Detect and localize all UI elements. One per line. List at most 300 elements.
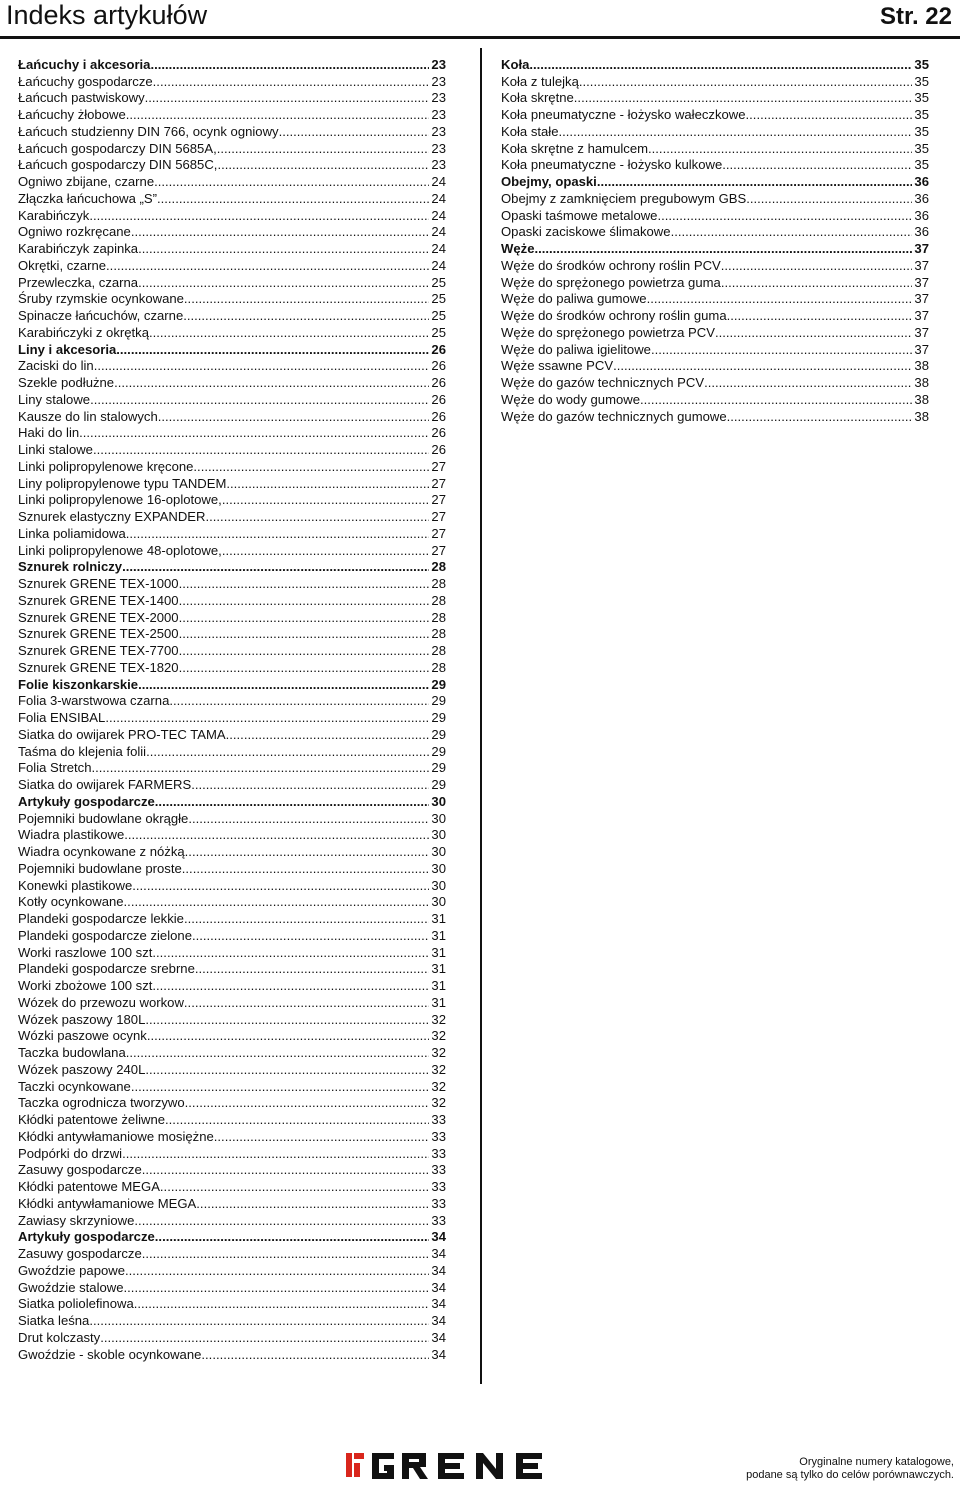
index-entry-label: Sznurek GRENE TEX-1000 [18, 576, 179, 591]
index-entry-label: Karabińczyk [18, 207, 90, 223]
index-entry [501, 157, 929, 174]
index-entry-page: 37 [914, 274, 929, 290]
dot-leader [222, 492, 430, 508]
index-entry-page: 36 [914, 174, 929, 189]
index-entry-page: 23 [431, 56, 446, 72]
index-entry-page: 29 [431, 777, 446, 792]
index-entry-label: Taczki ocynkowane [18, 1078, 131, 1094]
index-entry-page: 35 [914, 123, 929, 139]
index-entry [501, 73, 929, 90]
index-entry-page: 23 [431, 73, 446, 89]
index-entry-page: 26 [431, 375, 446, 390]
footer-note [746, 1456, 954, 1482]
index-entry [18, 140, 446, 157]
index-entry [18, 475, 446, 492]
index-entry [18, 257, 446, 274]
index-entry-page: 38 [914, 408, 929, 424]
index-entry [501, 190, 929, 207]
dot-leader [93, 442, 429, 458]
dot-leader [142, 1246, 430, 1262]
dot-leader [89, 208, 429, 224]
index-entry-page: 27 [431, 458, 446, 474]
dot-leader [183, 308, 429, 324]
index-entry-page: 23 [431, 107, 446, 122]
index-entry-page: 35 [914, 73, 929, 89]
index-entry-label: Węże do środków ochrony roślin PCV [501, 257, 721, 273]
dot-leader [185, 844, 430, 860]
index-entry-label: Koła pneumatyczne - łożysko wałeczkowe [501, 107, 746, 122]
dot-leader [279, 124, 430, 140]
index-entry-page: 35 [914, 107, 929, 122]
index-entry [18, 492, 446, 509]
dot-leader [92, 760, 430, 776]
page-footer [0, 1440, 960, 1487]
index-entry-page: 29 [431, 726, 446, 742]
index-entry-label: Zaciski do lin [18, 358, 94, 374]
index-entry [18, 843, 446, 860]
index-entry [501, 291, 929, 308]
index-entry [18, 575, 446, 592]
index-entry-label: Liny polipropylenowe typu TANDEM [18, 475, 227, 491]
index-entry-label: Gwoździe papowe [18, 1262, 125, 1278]
index-entry-page: 30 [431, 894, 446, 910]
index-entry-page: 33 [431, 1212, 446, 1228]
index-entry [18, 977, 446, 994]
index-entry [18, 73, 446, 90]
dot-leader [648, 141, 912, 157]
dot-leader [105, 710, 429, 726]
index-entry-label: Węże do gazów technicznych gumowe [501, 408, 727, 424]
dot-leader [196, 1196, 429, 1212]
dot-leader [132, 878, 429, 894]
index-entry-label: Sznurek GRENE TEX-1400 [18, 592, 179, 608]
index-entry-page: 37 [914, 291, 929, 307]
dot-leader [122, 559, 429, 575]
index-entry-label: Zawiasy skrzyniowe [18, 1212, 135, 1228]
index-entry [18, 1195, 446, 1212]
index-entry-label: Zasuwy gospodarcze [18, 1246, 142, 1261]
index-entry-label: Opaski zaciskowe ślimakowe [501, 224, 671, 240]
index-entry-page: 34 [431, 1346, 446, 1362]
index-section-heading [18, 793, 446, 810]
index-entry [18, 927, 446, 944]
dot-leader [193, 459, 429, 475]
index-entry [501, 341, 929, 358]
dot-leader [722, 157, 912, 173]
index-entry-label: Łańcuch gospodarczy DIN 5685C, [18, 157, 218, 173]
index-entry-page: 31 [431, 944, 446, 960]
index-entry-page: 23 [431, 90, 446, 106]
index-entry-page: 34 [431, 1246, 446, 1261]
dot-leader [746, 191, 912, 207]
index-entry-page: 28 [431, 659, 446, 675]
dot-leader [179, 660, 430, 676]
dot-leader [155, 794, 430, 810]
index-entry-label: Ogniwo rozkręcane [18, 224, 131, 240]
dot-leader [138, 241, 429, 257]
index-column-left [18, 56, 446, 1363]
dot-leader [100, 1330, 429, 1346]
index-entry-page: 28 [431, 592, 446, 608]
dot-leader [134, 1296, 430, 1312]
dot-leader [746, 107, 913, 123]
index-entry [18, 810, 446, 827]
index-entry [18, 1011, 446, 1028]
index-entry-label: Okrętki, czarne [18, 257, 107, 273]
dot-leader [153, 74, 430, 90]
index-entry [18, 1262, 446, 1279]
index-column-right [501, 56, 929, 425]
index-entry [18, 224, 446, 241]
index-entry-label: Taśma do klejenia folii [18, 743, 147, 759]
index-section-heading [18, 56, 446, 73]
index-entry [18, 324, 446, 341]
dot-leader [158, 409, 430, 425]
dot-leader [131, 1079, 430, 1095]
index-entry-page: 24 [431, 190, 446, 206]
dot-leader [214, 1129, 430, 1145]
dot-leader [184, 911, 429, 927]
dot-leader [640, 392, 912, 408]
index-entry [18, 425, 446, 442]
index-entry-page: 36 [914, 207, 929, 223]
index-entry-label: Koła skrętne [501, 90, 574, 106]
dot-leader [671, 224, 913, 240]
index-entry-label: Folia ENSIBAL [18, 710, 106, 725]
grene-logo [346, 1451, 614, 1481]
index-entry-label: Artykuły gospodarcze [18, 793, 155, 809]
index-entry-page: 23 [431, 157, 446, 173]
index-entry-label: Linki stalowe [18, 442, 93, 457]
index-entry [18, 508, 446, 525]
index-entry-label: Węże do gazów technicznych PCV [501, 375, 705, 390]
index-entry [501, 274, 929, 291]
index-entry-page: 34 [431, 1313, 446, 1328]
index-entry [18, 626, 446, 643]
index-entry [18, 726, 446, 743]
index-entry-page: 34 [431, 1229, 446, 1245]
index-entry-label: Wiadra ocynkowane z nóżką [18, 844, 185, 859]
dot-leader [184, 995, 430, 1011]
index-entry [18, 693, 446, 710]
index-entry [18, 961, 446, 978]
index-entry-label: Zasuwy gospodarcze [18, 1162, 142, 1178]
index-entry-page: 24 [431, 224, 446, 240]
index-entry-page: 28 [431, 626, 446, 642]
index-entry-label: Kłódki antywłamaniowe MEGA [18, 1195, 197, 1211]
index-entry [18, 123, 446, 140]
index-entry-page: 33 [431, 1128, 446, 1144]
index-entry-label: Liny stalowe [18, 391, 91, 407]
index-entry-page: 26 [431, 442, 446, 457]
index-entry-page: 28 [431, 609, 446, 625]
index-entry [18, 1346, 446, 1363]
index-entry-label: Taczka ogrodnicza tworzywo [18, 1095, 185, 1111]
index-entry-page: 35 [914, 56, 929, 72]
index-entry [501, 106, 929, 123]
index-section-heading [18, 1229, 446, 1246]
index-entry-page: 26 [431, 391, 446, 407]
index-entry [501, 358, 929, 375]
index-entry [501, 324, 929, 341]
index-entry-page: 31 [431, 978, 446, 993]
index-entry-label: Drut kolczasty [18, 1329, 101, 1345]
dot-leader [145, 1062, 429, 1078]
dot-leader [116, 342, 429, 358]
index-entry-page: 30 [431, 877, 446, 893]
dot-leader [574, 90, 913, 106]
index-entry-page: 37 [914, 308, 929, 323]
index-entry-page: 25 [431, 308, 446, 323]
index-entry-label: Siatka poliolefinowa [18, 1296, 134, 1312]
index-entry [18, 458, 446, 475]
index-entry-label: Plandeki gospodarcze zielone [18, 927, 192, 943]
index-section-heading [18, 559, 446, 576]
index-entry-page: 31 [431, 927, 446, 943]
index-entry-label: Gwoździe stalowe [18, 1279, 124, 1295]
dot-leader [154, 174, 429, 190]
index-entry-label: Siatka do owijarek FARMERS [18, 777, 192, 792]
index-entry-page: 31 [431, 994, 446, 1010]
footer-note-line-1: Oryginalne numery katalogowe, [799, 1456, 954, 1468]
index-entry-label: Folie kiszonkarskie [18, 676, 139, 692]
index-entry-label: Węże do paliwa gumowe [501, 291, 647, 307]
index-entry-label: Koła stałe [501, 123, 559, 139]
dot-leader [150, 57, 429, 73]
index-entry-page: 33 [431, 1162, 446, 1178]
index-entry-label: Plandeki gospodarcze srebrne [18, 961, 195, 977]
index-entry [18, 1296, 446, 1313]
index-entry-page: 32 [431, 1061, 446, 1077]
dot-leader [152, 945, 429, 961]
index-entry-label: Artykuły gospodarcze [18, 1229, 155, 1245]
index-entry [18, 1044, 446, 1061]
index-entry-page: 24 [431, 207, 446, 223]
index-entry-page: 26 [431, 341, 446, 357]
dot-leader [122, 1146, 429, 1162]
index-entry-label: Kłódki antywłamaniowe mosiężne [18, 1128, 214, 1144]
index-entry-page: 38 [914, 358, 929, 374]
index-entry [18, 1095, 446, 1112]
index-entry [18, 1178, 446, 1195]
index-entry-label: Sznurek GRENE TEX-7700 [18, 643, 179, 658]
index-entry-label: Wózek paszowy 240L [18, 1061, 146, 1077]
index-entry-page: 36 [914, 190, 929, 206]
index-entry-label: Linki polipropylenowe 48-oplotowe, [18, 542, 222, 558]
grene-logo-graphic [346, 1451, 614, 1481]
index-entry-page: 27 [431, 475, 446, 491]
index-section-heading [18, 341, 446, 358]
index-entry-page: 38 [914, 391, 929, 407]
index-entry-label: Opaski taśmowe metalowe [501, 207, 658, 223]
index-section-heading [18, 676, 446, 693]
index-entry-label: Liny i akcesoria [18, 341, 117, 357]
index-entry [18, 592, 446, 609]
index-section-heading [501, 173, 929, 190]
index-entry-page: 26 [431, 425, 446, 441]
dot-leader [146, 744, 429, 760]
dot-leader [94, 358, 430, 374]
index-entry-label: Wózek do przewozu workow [18, 994, 184, 1010]
index-entry-page: 27 [431, 525, 446, 541]
index-entry-page: 32 [431, 1028, 446, 1044]
dot-leader [179, 626, 430, 642]
index-entry-page: 32 [431, 1078, 446, 1094]
dot-leader [145, 90, 430, 106]
index-entry-page: 33 [431, 1195, 446, 1211]
index-entry-label: Łańcuch pastwiskowy [18, 90, 145, 106]
index-entry-page: 31 [431, 961, 446, 977]
index-entry [501, 224, 929, 241]
dot-leader [715, 325, 912, 341]
index-entry-label: Złączka łańcuchowa „S” [18, 190, 157, 206]
index-entry-page: 24 [431, 257, 446, 273]
index-entry [18, 391, 446, 408]
dot-leader [79, 425, 429, 441]
index-entry-label: Siatka leśna [18, 1313, 90, 1328]
index-entry [501, 374, 929, 391]
index-entry-label: Sznurek GRENE TEX-1820 [18, 659, 179, 675]
index-entry [18, 1145, 446, 1162]
index-entry-page: 34 [431, 1329, 446, 1345]
dot-leader [124, 894, 430, 910]
index-entry-page: 30 [431, 793, 446, 809]
dot-leader [727, 409, 913, 425]
index-entry-page: 32 [431, 1095, 446, 1111]
dot-leader [651, 342, 912, 358]
index-entry-label: Obejmy z zamknięciem pregubowym GBS [501, 190, 747, 206]
index-entry-page: 28 [431, 559, 446, 575]
index-entry-label: Kłódki patentowe żeliwne [18, 1112, 166, 1127]
index-entry [18, 441, 446, 458]
dot-leader [179, 643, 430, 659]
dot-leader [226, 727, 430, 743]
dot-leader [124, 827, 429, 843]
index-entry-page: 36 [914, 224, 929, 240]
index-entry [18, 1279, 446, 1296]
index-section-heading [501, 240, 929, 257]
dot-leader [106, 258, 429, 274]
dot-leader [613, 358, 912, 374]
index-entry-label: Worki raszlowe 100 szt [18, 944, 153, 960]
index-entry-label: Śruby rzymskie ocynkowane [18, 291, 184, 307]
index-entry-label: Konewki plastikowe [18, 877, 133, 893]
dot-leader [179, 576, 430, 592]
index-entry [18, 776, 446, 793]
index-entry-label: Koła skrętne z hamulcem [501, 140, 649, 156]
dot-leader [126, 526, 430, 542]
index-entry-label: Wózek paszowy 180L [18, 1011, 146, 1027]
index-entry [18, 1111, 446, 1128]
index-entry-label: Węże ssawne PCV [501, 358, 614, 374]
column-divider [480, 48, 482, 1384]
dot-leader [125, 1263, 429, 1279]
index-entry-page: 32 [431, 1045, 446, 1060]
index-entry-page: 33 [431, 1145, 446, 1161]
index-entry-label: Wózki paszowe ocynk [18, 1028, 147, 1044]
index-entry [501, 207, 929, 224]
index-entry-page: 23 [431, 140, 446, 156]
index-entry [501, 90, 929, 107]
index-entry-label: Węże do środków ochrony roślin guma [501, 308, 727, 323]
index-entry-label: Węże do paliwa igielitowe [501, 341, 651, 357]
index-entry-label: Kausze do lin stalowych [18, 408, 158, 424]
dot-leader [721, 275, 913, 291]
dot-leader [165, 1112, 429, 1128]
index-entry [501, 391, 929, 408]
index-entry [18, 190, 446, 207]
index-entry [18, 291, 446, 308]
dot-leader [222, 543, 430, 559]
dot-leader [138, 275, 429, 291]
index-entry [18, 877, 446, 894]
dot-leader [226, 476, 429, 492]
dot-leader [217, 141, 430, 157]
dot-leader [597, 174, 913, 190]
index-entry-label: Linki polipropylenowe 16-oplotowe, [18, 492, 222, 508]
index-entry-page: 29 [431, 676, 446, 692]
index-entry-label: Węże do sprężonego powietrza PCV [501, 324, 715, 340]
dot-leader [182, 861, 430, 877]
index-entry [18, 358, 446, 375]
index-entry-page: 30 [431, 810, 446, 826]
index-entry-label: Folia Stretch [18, 760, 92, 776]
index-entry-page: 29 [431, 710, 446, 725]
index-entry-label: Ogniwo zbijane, czarne [18, 174, 155, 189]
index-entry-page: 26 [431, 408, 446, 424]
index-entry [18, 542, 446, 559]
dot-leader [559, 124, 913, 140]
index-entry-page: 27 [431, 542, 446, 558]
index-entry-label: Szekle podłużne [18, 375, 115, 390]
index-entry-label: Łańcuch studzienny DIN 766, ocynk ogniowy [18, 123, 279, 139]
index-entry [18, 944, 446, 961]
index-entry-page: 27 [431, 509, 446, 524]
index-entry-page: 37 [914, 241, 929, 256]
dot-leader [152, 978, 429, 994]
dot-leader [179, 610, 430, 626]
index-entry-page: 25 [431, 274, 446, 290]
index-entry-label: Koła [501, 56, 530, 72]
index-entry-label: Węże do wody gumowe [501, 391, 641, 407]
index-entry-label: Worki zbożowe 100 szt [18, 978, 153, 993]
dot-leader [126, 107, 430, 123]
index-entry [501, 257, 929, 274]
index-entry-page: 34 [431, 1262, 446, 1278]
index-entry-page: 35 [914, 140, 929, 156]
index-entry-page: 26 [431, 358, 446, 374]
dot-leader [534, 241, 912, 257]
index-entry-page: 37 [914, 341, 929, 357]
dot-leader [89, 1313, 429, 1329]
dot-leader [147, 1028, 430, 1044]
index-entry-label: Koła z tulejką [501, 73, 579, 89]
index-entry-label: Koła pneumatyczne - łożysko kulkowe [501, 157, 723, 173]
index-entry-label: Spinacze łańcuchów, czarne [18, 308, 184, 323]
index-entry-page: 37 [914, 257, 929, 273]
dot-leader [131, 224, 430, 240]
index-entry-label: Folia 3-warstwowa czarna [18, 693, 170, 709]
index-entry-label: Linka poliamidowa [18, 525, 126, 541]
dot-leader [169, 693, 429, 709]
index-entry-page: 31 [431, 911, 446, 926]
dot-leader [185, 1095, 430, 1111]
index-entry [18, 374, 446, 391]
index-entry-page: 38 [914, 375, 929, 390]
index-entry [18, 827, 446, 844]
index-entry-page: 34 [431, 1296, 446, 1312]
index-entry [18, 157, 446, 174]
